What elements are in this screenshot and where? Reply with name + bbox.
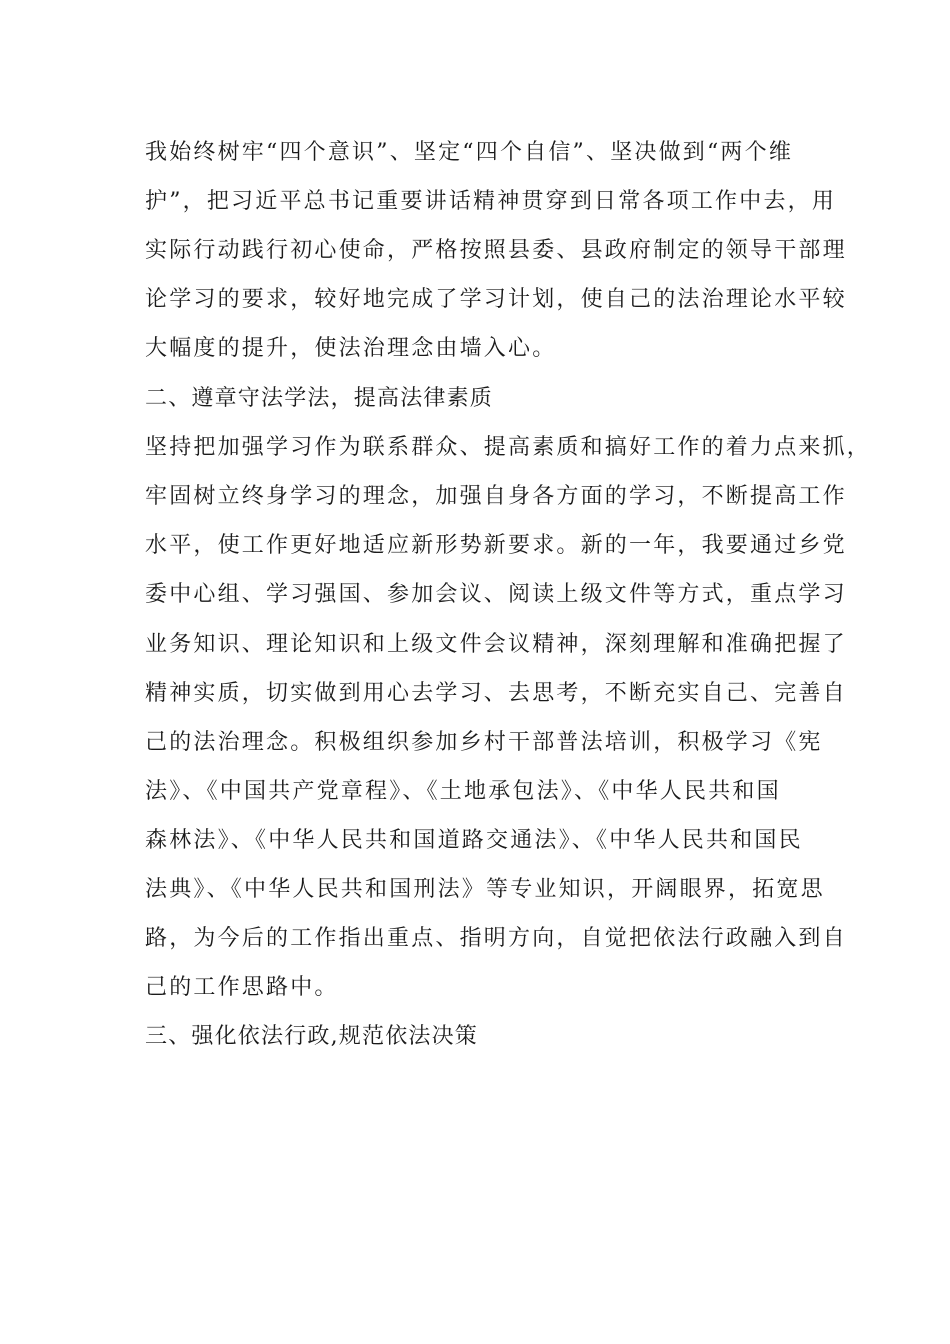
paragraph-2-line-10: 法典》、《中华人民共和国刑法》等专业知识，开阔眼界，拓宽思 [145,877,825,902]
paragraph-2-line-1: 坚持把加强学习作为联系群众、提高素质和搞好工作的着力点来抓， [145,435,872,460]
section-heading-2: 二、遵章守法学法，提高法律素质 [145,386,494,411]
paragraph-2-line-9: 森林法》、《中华人民共和国道路交通法》、《中华人民共和国民 [145,828,803,853]
paragraph-2-line-6: 精神实质，切实做到用心去学习、去思考，不断充实自己、完善自 [145,681,847,706]
section-heading-3: 三、强化依法行政,规范依法决策 [145,1024,478,1049]
paragraph-2-line-7: 己的法治理念。积极组织参加乡村干部普法培训，积极学习《宪 [145,730,823,755]
paragraph-2-line-11: 路，为今后的工作指出重点、指明方向，自觉把依法行政融入到自 [145,926,847,951]
paragraph-2-line-12: 己的工作思路中。 [145,975,339,1000]
paragraph-2-line-3: 水平，使工作更好地适应新形势新要求。新的一年，我要通过乡党 [145,533,847,558]
paragraph-1-line-2: 护”，把习近平总书记重要讲话精神贯穿到日常各项工作中去，用 [145,189,837,214]
paragraph-2-line-8: 法》、《中国共产党章程》、《土地承包法》、《中华人民共和国 [145,779,781,804]
paragraph-2-line-4: 委中心组、学习强国、参加会议、阅读上级文件等方式，重点学习 [145,582,847,607]
paragraph-1-line-4: 论学习的要求，较好地完成了学习计划，使自己的法治理论水平较 [145,287,847,312]
paragraph-2-line-2: 牢固树立终身学习的理念，加强自身各方面的学习，不断提高工作 [145,484,847,509]
paragraph-1-line-1: 我始终树牢“四个意识”、坚定“四个自信”、坚决做到“两个维 [145,140,794,165]
paragraph-1-line-3: 实际行动践行初心使命，严格按照县委、县政府制定的领导干部理 [145,238,847,263]
paragraph-1-line-5: 大幅度的提升，使法治理念由墙入心。 [145,336,557,361]
paragraph-2-line-5: 业务知识、理论知识和上级文件会议精神，深刻理解和准确把握了 [145,632,847,657]
